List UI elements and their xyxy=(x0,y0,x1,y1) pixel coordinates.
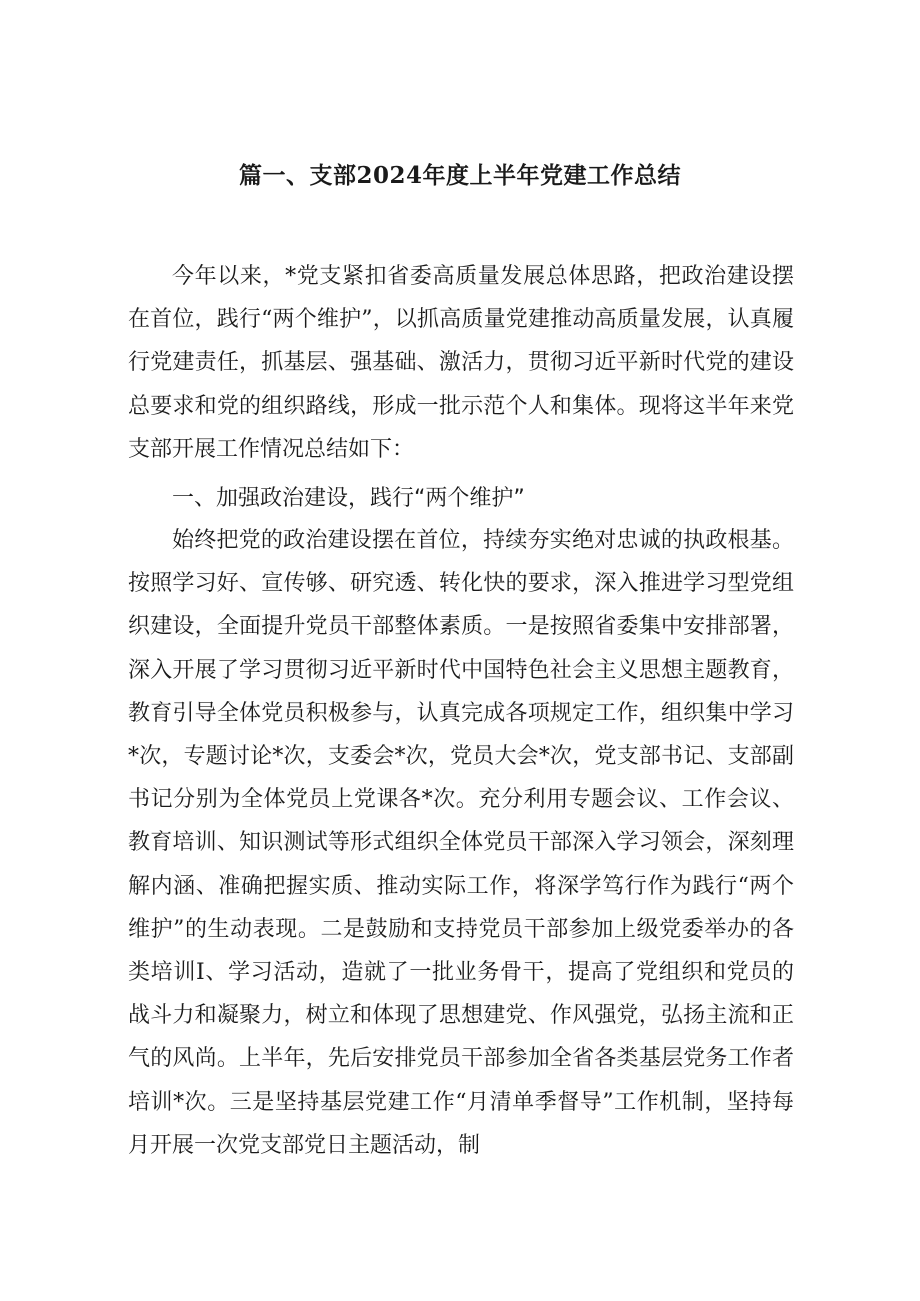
document-title: 篇一、支部2024年度上半年党建工作总结 xyxy=(238,162,681,189)
intro-paragraph: 今年以来，*党支紧扣省委高质量发展总体思路，把政治建设摆在首位，践行“两个维护”，以抓高质量党建推动高质量发展，认真履行党建责任，抓基层、强基础、激活力，贯彻习近平新时代党的建设总要求和党的组织路线，形成一批示范个人和集体。现将这半年来党支部开展工作情况总结如下： xyxy=(128,264,794,462)
intro-paragraph-block xyxy=(128,255,794,471)
section-heading: 一、加强政治建设，践行“两个维护” xyxy=(172,486,525,511)
section-paragraph: 始终把党的政治建设摆在首位，持续夯实绝对忠诚的执政根基。按照学习好、宣传够、研究透、转化快的要求，深入推进学习型党组织建设，全面提升党员干部整体素质。一是按照省委集中安排部署，深入开展了学习贯彻习近平新时代中国特色社会主义思想主题教育，教育引导全体党员积极参与，认真完成各项规定工作，组织集中学习*次，专题讨论*次，支委会*次，党员大会*次，党支部书记、支部副书记分别为全体党员上党课各*次。充分利用专题会议、工作会议、教育培训、知识测试等形式组织全体党员干部深入学习领会，深刻理解内涵、准确把握实质、推动实际工作，将深学笃行作为践行“两个维护”的生动表现。二是鼓励和支持党员干部参加上级党委举办的各类培训I、学习活动，造就了一批业务骨干，提高了党组织和党员的战斗力和凝聚力，树立和体现了思想建党、作风强党，弘扬主流和正气的风尚。上半年，先后安排党员干部参加全省各类基层党务工作者培训*次。三是坚持基层党建工作“月清单季督导”工作机制，坚持每月开展一次党支部党日主题活动，制 xyxy=(128,528,794,1158)
section-body-block xyxy=(128,519,794,1167)
